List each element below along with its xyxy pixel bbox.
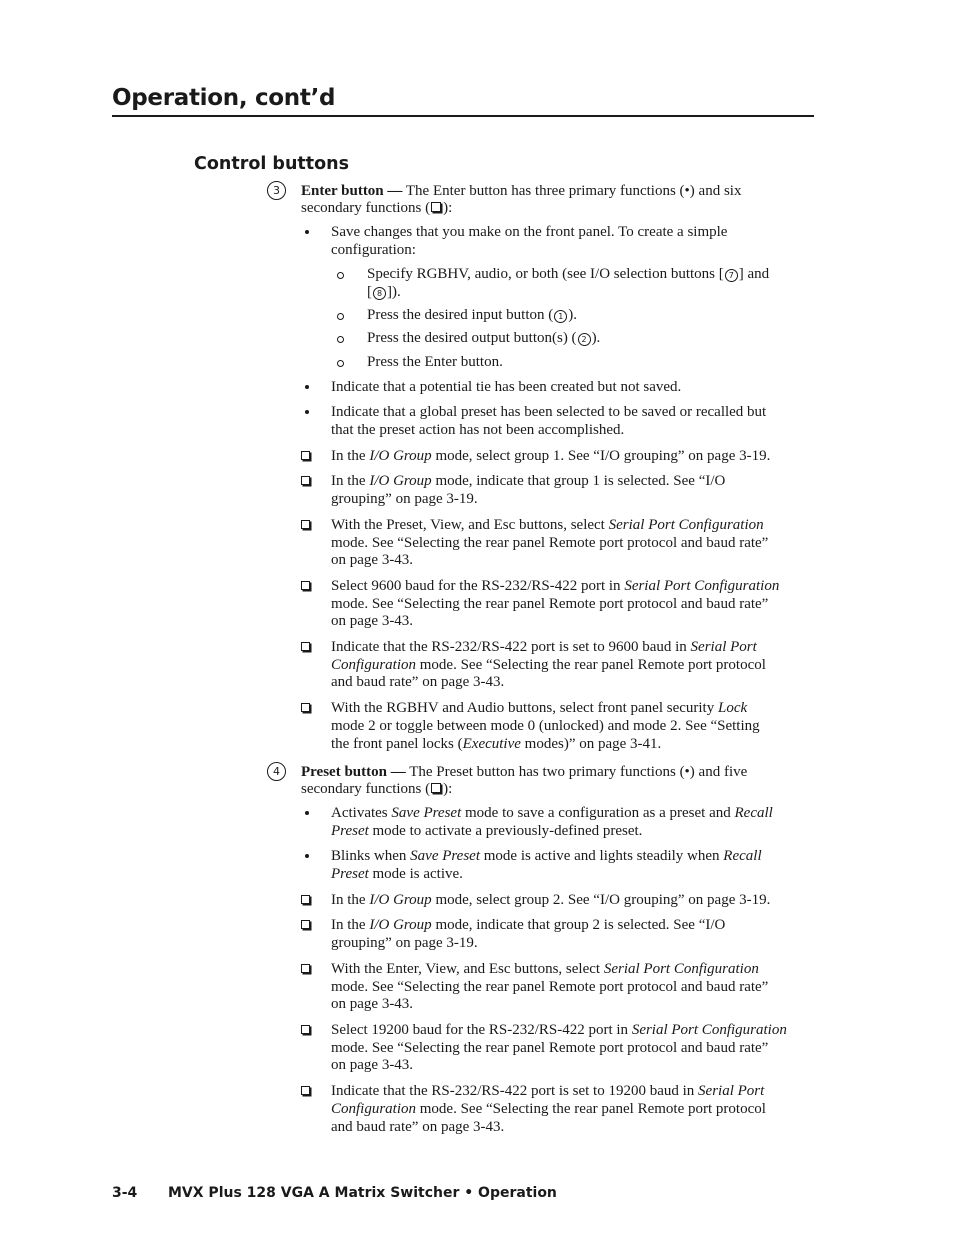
checkbox-symbol-icon — [301, 451, 310, 460]
enter-sub-1-line2: [ 8 ]). — [367, 284, 401, 300]
footer-title: MVX Plus 128 VGA A Matrix Switcher • Operation — [168, 1185, 557, 1201]
enter-secondary-2-line1: In the I/O Group mode, indicate that group 1 is selected. See “I/O — [331, 473, 726, 489]
preset-secondary-2-line1: In the I/O Group mode, indicate that group 2 is selected. See “I/O — [331, 917, 726, 933]
preset-secondary-1: In the I/O Group mode, select group 2. See “I/O grouping” on page 3-19. — [331, 892, 771, 908]
page-footer — [112, 1183, 557, 1203]
enter-bullet-2: Indicate that a potential tie has been created but not saved. — [331, 379, 682, 395]
enter-sub-1-line1: Specify RGBHV, audio, or both (see I/O selection buttons [ 7 ] and — [367, 266, 770, 282]
enter-secondary-6-line2: mode 2 or toggle between mode 0 (unlocked) and mode 2. See “Setting — [331, 718, 760, 734]
preset-secondary-5-line3: and baud rate” on page 3-43. — [331, 1119, 505, 1135]
checkbox-symbol-icon — [301, 1086, 310, 1095]
checkbox-symbol-icon — [431, 202, 441, 212]
checkbox-symbol-icon — [301, 895, 310, 904]
enter-secondary-4-line3: on page 3-43. — [331, 613, 414, 629]
enter-secondary-3-line2: mode. See “Selecting the rear panel Remote port protocol and baud rate” — [331, 535, 769, 551]
sub-bullet-icon — [337, 313, 344, 320]
enter-bullet-3-line2: that the preset action has not been accomplished. — [331, 422, 625, 438]
preset-secondary-4-line3: on page 3-43. — [331, 1057, 414, 1073]
preset-bullet-2-line2: Preset mode is active. — [331, 866, 463, 882]
enter-secondary-5-line1: Indicate that the RS-232/RS-422 port is set to 9600 baud in Serial Port — [331, 639, 757, 655]
preset-bullet-1-line2: Preset mode to activate a previously-defined preset. — [331, 823, 643, 839]
enter-bullet-1-line2: configuration: — [331, 242, 416, 258]
callout-number-4: 4 — [267, 762, 286, 781]
enter-secondary-1: In the I/O Group mode, select group 1. See “I/O grouping” on page 3-19. — [331, 448, 771, 464]
preset-secondary-4-line2: mode. See “Selecting the rear panel Remote port protocol and baud rate” — [331, 1040, 769, 1056]
callout-8-icon: 8 — [373, 287, 386, 300]
sub-bullet-icon — [337, 272, 344, 279]
preset-secondary-5-line1: Indicate that the RS-232/RS-422 port is set to 19200 baud in Serial Port — [331, 1083, 765, 1099]
enter-secondary-3-line3: on page 3-43. — [331, 552, 414, 568]
enter-bullet-1-line1: Save changes that you make on the front panel. To create a simple — [331, 224, 728, 240]
preset-secondary-2-line2: grouping” on page 3-19. — [331, 935, 478, 951]
checkbox-symbol-icon — [301, 520, 310, 529]
enter-sub-4: Press the Enter button. — [367, 354, 503, 370]
preset-secondary-3-line3: on page 3-43. — [331, 996, 414, 1012]
enter-secondary-3-line1: With the Preset, View, and Esc buttons, select Serial Port Configuration — [331, 517, 764, 533]
preset-bullet-2-line1: Blinks when Save Preset mode is active and lights steadily when Recall — [331, 848, 762, 864]
enter-secondary-6-line3: the front panel locks (Executive modes)” on page 3-41. — [331, 736, 662, 752]
enter-intro-line1: Enter button — The Enter button has three primary functions (•) and six — [301, 183, 742, 199]
preset-intro-line1: Preset button — The Preset button has two primary functions (•) and five — [301, 764, 748, 780]
callout-7-icon: 7 — [725, 269, 738, 282]
page-number: 3-4 — [112, 1185, 138, 1201]
enter-secondary-5-line3: and baud rate” on page 3-43. — [331, 674, 505, 690]
bullet-icon — [305, 410, 309, 414]
checkbox-symbol-icon — [301, 581, 310, 590]
enter-secondary-6-line1: With the RGBHV and Audio buttons, select front panel security Lock — [331, 700, 748, 716]
sub-bullet-icon — [337, 336, 344, 343]
preset-lead: Preset button — — [301, 764, 406, 780]
bullet-icon — [305, 385, 309, 389]
checkbox-symbol-icon — [301, 703, 310, 712]
enter-bullet-3-line1: Indicate that a global preset has been selected to be saved or recalled but — [331, 404, 767, 420]
preset-secondary-4-line1: Select 19200 baud for the RS-232/RS-422 port in Serial Port Configuration — [331, 1022, 787, 1038]
preset-secondary-5-line2: Configuration mode. See “Selecting the rear panel Remote port protocol — [331, 1101, 766, 1117]
enter-secondary-2-line2: grouping” on page 3-19. — [331, 491, 478, 507]
enter-lead: Enter button — — [301, 183, 403, 199]
checkbox-symbol-icon — [301, 964, 310, 973]
checkbox-symbol-icon — [301, 1025, 310, 1034]
page-header — [112, 84, 814, 117]
preset-secondary-3-line1: With the Enter, View, and Esc buttons, select Serial Port Configuration — [331, 961, 759, 977]
checkbox-symbol-icon — [301, 642, 310, 651]
checkbox-symbol-icon — [301, 476, 310, 485]
page-title: Operation, cont’d — [112, 85, 336, 111]
section-title: Control buttons — [194, 154, 350, 174]
enter-secondary-4-line1: Select 9600 baud for the RS-232/RS-422 port in Serial Port Configuration — [331, 578, 780, 594]
enter-intro-line2: secondary functions ( ): — [301, 200, 453, 216]
enter-sub-2: Press the desired input button ( 1 ). — [367, 307, 577, 323]
bullet-icon — [305, 811, 309, 815]
preset-bullet-1-line1: Activates Save Preset mode to save a configuration as a preset and Recall — [331, 805, 773, 821]
preset-intro-line2: secondary functions ( ): — [301, 781, 453, 797]
sub-bullet-icon — [337, 360, 344, 367]
callout-1-icon: 1 — [554, 310, 567, 323]
checkbox-symbol-icon — [301, 920, 310, 929]
bullet-icon — [305, 854, 309, 858]
preset-secondary-3-line2: mode. See “Selecting the rear panel Remote port protocol and baud rate” — [331, 979, 769, 995]
enter-secondary-4-line2: mode. See “Selecting the rear panel Remote port protocol and baud rate” — [331, 596, 769, 612]
enter-sub-3: Press the desired output button(s) ( 2 ). — [367, 330, 601, 346]
checkbox-symbol-icon — [431, 783, 441, 793]
callout-number-3: 3 — [267, 181, 286, 200]
enter-secondary-5-line2: Configuration mode. See “Selecting the rear panel Remote port protocol — [331, 657, 766, 673]
callout-2-icon: 2 — [578, 333, 591, 346]
bullet-icon — [305, 230, 309, 234]
